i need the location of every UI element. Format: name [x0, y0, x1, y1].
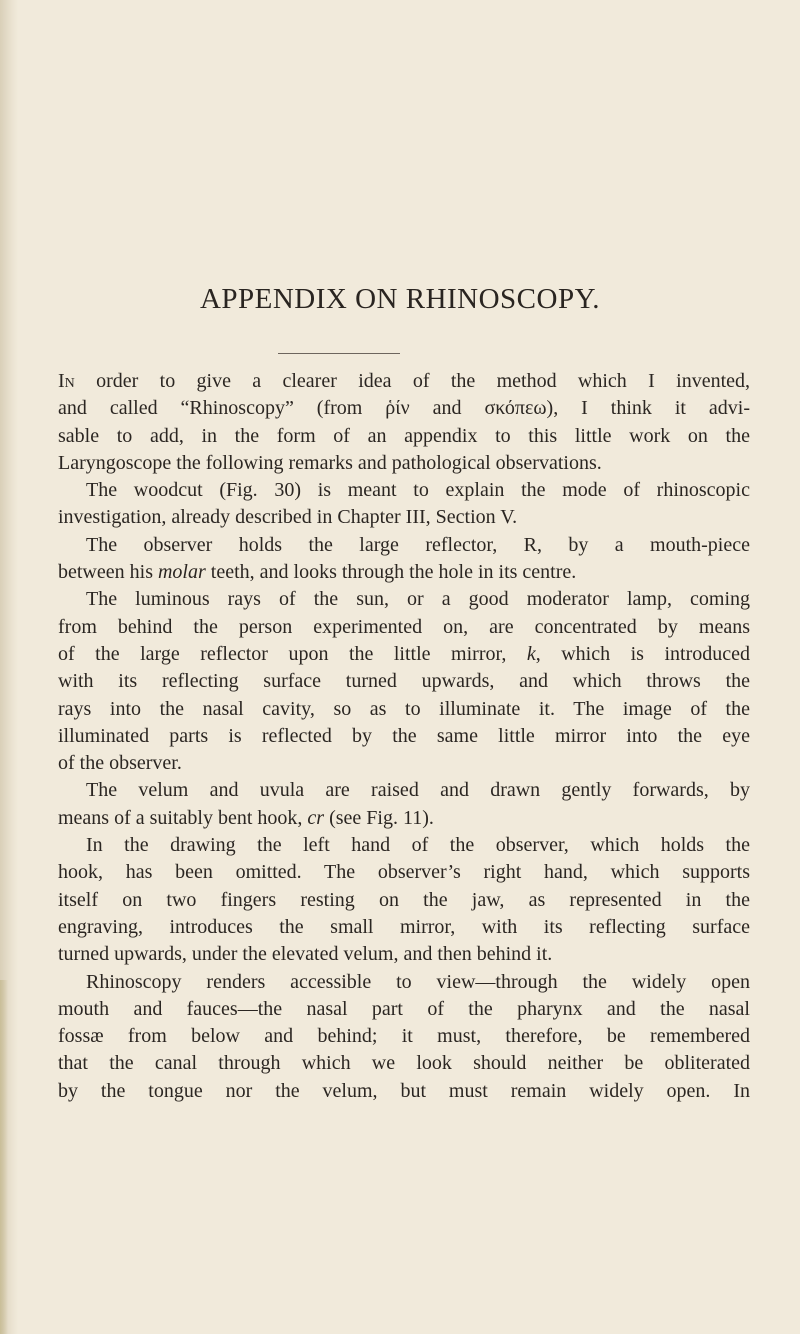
text-line: Laryngoscope the following remarks and pathological observations. — [58, 451, 602, 474]
text-line: with its reflecting surface turned upwards, and which throws the — [58, 670, 750, 693]
text-line: fossæ from below and behind; it must, therefore, be remembered — [58, 1025, 750, 1048]
text-line: The observer holds the large reflector, R, by a mouth-piece — [86, 533, 750, 556]
page-title: APPENDIX ON RHINOSCOPY. — [199, 283, 601, 315]
text-line: hook, has been omitted. The observer’s right hand, which supports — [58, 861, 750, 884]
text-line: and called “Rhinoscopy” (from ῥίν and σκόπεω), I think it advi- — [58, 397, 750, 420]
text-line: mouth and fauces—the nasal part of the pharynx and the nasal — [58, 997, 750, 1020]
title-rule — [278, 353, 400, 354]
text-line: that the canal through which we look should neither be obliterated — [58, 1052, 750, 1075]
text-line: The velum and uvula are raised and drawn gently forwards, by — [86, 779, 750, 802]
page-binding-shadow — [0, 980, 8, 1334]
text-line: between his molar teeth, and looks through the hole in its centre. — [58, 561, 577, 584]
appendix-body — [58, 368, 750, 1105]
text-line: engraving, introduces the small mirror, with its reflecting surface — [58, 915, 750, 938]
italic-term: cr — [307, 806, 325, 829]
text-line: of the large reflector upon the little mirror, k, which is introduced — [58, 642, 750, 665]
text-line: In order to give a clearer idea of the method which I invented, — [58, 370, 750, 392]
text-line: The woodcut (Fig. 30) is meant to explain the mode of rhinoscopic — [86, 479, 750, 502]
text-line: by the tongue nor the velum, but must remain widely open. In — [58, 1079, 750, 1102]
text-line: from behind the person experimented on, are concentrated by means — [58, 615, 750, 638]
text-line: rays into the nasal cavity, so as to illuminate it. The image of the — [58, 697, 750, 720]
text-line: turned upwards, under the elevated velum, and then behind it. — [58, 943, 553, 966]
text-line: The luminous rays of the sun, or a good moderator lamp, coming — [86, 588, 750, 611]
text-line: means of a suitably bent hook, cr (see Fig. 11). — [58, 806, 434, 829]
text-line: investigation, already described in Chapter III, Section V. — [58, 506, 518, 529]
text-line: sable to add, in the form of an appendix to this little work on the — [58, 424, 750, 447]
text-line: In the drawing the left hand of the observer, which holds the — [86, 834, 750, 857]
italic-term: molar — [157, 561, 206, 584]
text-line: itself on two fingers resting on the jaw, as represented in the — [58, 888, 750, 911]
text-line: Rhinoscopy renders accessible to view—through the widely open — [86, 970, 750, 993]
text-line: illuminated parts is reflected by the same little mirror into the eye — [58, 724, 750, 747]
text-line: of the observer. — [58, 752, 182, 775]
drop-word: In — [58, 370, 75, 392]
italic-term: k — [526, 642, 536, 665]
